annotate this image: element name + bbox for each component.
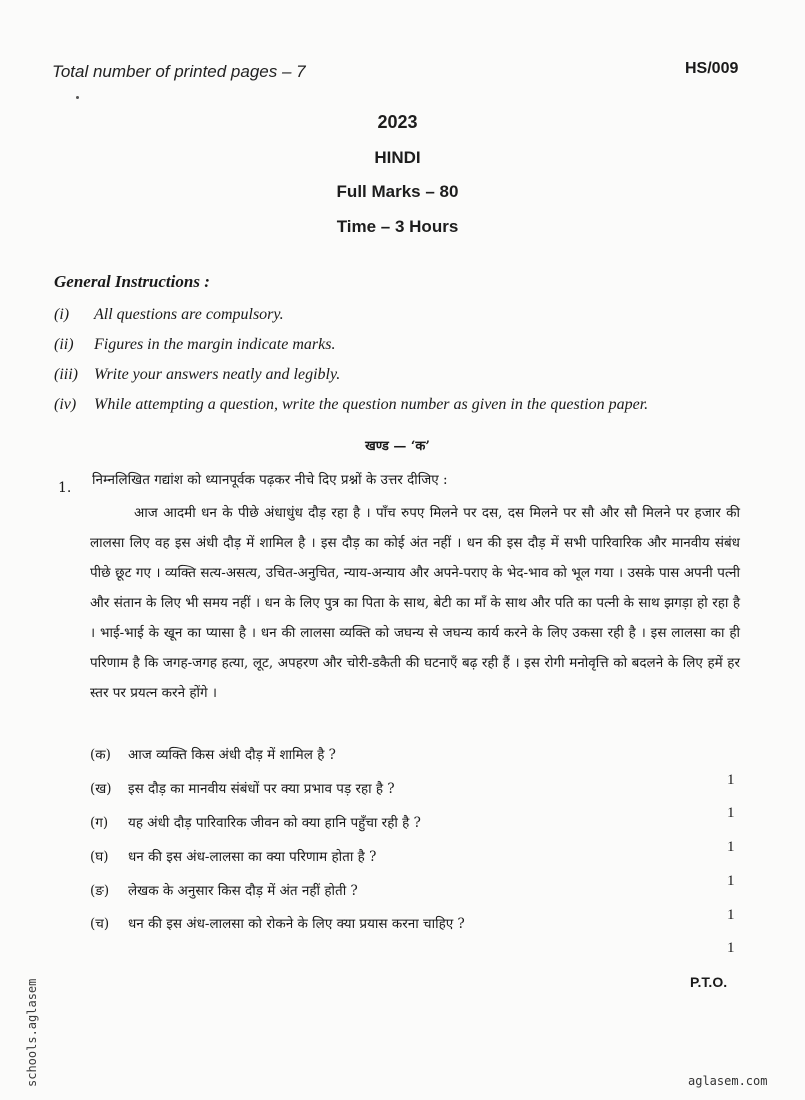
subquestion-label: (ग) bbox=[90, 815, 109, 831]
subquestion-marks: 1 bbox=[727, 805, 735, 821]
passage-text: आज आदमी धन के पीछे अंधाधुंध दौड़ रहा है । पाँच रुपए मिलने पर दस, दस मिलने पर सौ और सौ मिलने पर हजार की लालसा लिए वह इस अंधी दौड़ में शामिल है । इस दौड़ का कोई अंत नहीं । धन की इस दौड़ में सभी पारिवारिक और मानवीय संबंध पीछे छूट गए । व्यक्ति सत्य-असत्य, उचित-अनुचित, न्याय-अन्याय और अपने-पराए के भेद-भाव को भूल गया । उसके पास अपनी पत्नी और संतान के लिए भी समय नहीं । धन के लिए पुत्र का पिता के साथ, बेटी का माँ के साथ और पति का पत्नी के साथ झगड़ा हो रहा है । भाई-भाई के खून का प्यासा है । धन की लालसा व्यक्ति को जघन्य से जघन्य कार्य करने के लिए उकसा रही है । इस लालसा का ही परिणाम है कि जगह-जगह हत्या, लूट, अपहरण और चोरी-डकैती की घटनाएँ बढ़ रही हैं । इस रोगी मनोवृत्ति को बदलने के लिए हमें हर स्तर पर प्रयत्न करने होंगे । bbox=[90, 505, 740, 701]
scan-speck bbox=[76, 96, 79, 99]
subquestion-text: आज व्यक्ति किस अंधी दौड़ में शामिल है ? bbox=[128, 747, 336, 763]
subquestion-marks: 1 bbox=[727, 772, 735, 788]
subquestion-text: धन की इस अंध-लालसा को रोकने के लिए क्या प्रयास करना चाहिए ? bbox=[128, 916, 465, 932]
instruction-number: (iii) bbox=[54, 366, 78, 383]
subquestion-marks: 1 bbox=[727, 873, 735, 889]
full-marks: Full Marks – 80 bbox=[336, 182, 459, 201]
bottom-watermark: aglasem.com bbox=[688, 1074, 768, 1088]
question-prompt: निम्नलिखित गद्यांश को ध्यानपूर्वक पढ़कर नीचे दिए प्रश्नों के उत्तर दीजिए : bbox=[92, 472, 448, 488]
exam-subject: HINDI bbox=[374, 148, 421, 167]
subquestion bbox=[90, 847, 376, 865]
subquestion-label: (घ) bbox=[90, 849, 109, 865]
question-number: 1. bbox=[58, 480, 72, 496]
subquestion bbox=[90, 779, 395, 797]
instruction-text: Figures in the margin indicate marks. bbox=[94, 336, 336, 353]
paper-code: HS/009 bbox=[685, 60, 739, 77]
instruction-number: (iv) bbox=[54, 396, 77, 413]
passage bbox=[90, 498, 740, 708]
exam-year: 2023 bbox=[377, 112, 418, 132]
instruction-number: (ii) bbox=[54, 336, 74, 353]
subquestion bbox=[90, 914, 465, 932]
instruction-text: While attempting a question, write the question number as given in the question paper. bbox=[94, 396, 649, 413]
exam-time: Time – 3 Hours bbox=[336, 217, 459, 236]
instruction-text: Write your answers neatly and legibly. bbox=[94, 366, 341, 383]
side-watermark: schools.aglasem bbox=[25, 978, 39, 1087]
subquestion bbox=[90, 813, 421, 831]
instructions-heading: General Instructions : bbox=[54, 272, 210, 291]
subquestion-label: (च) bbox=[90, 916, 110, 932]
subquestion-text: इस दौड़ का मानवीय संबंधों पर क्या प्रभाव पड़ रहा है ? bbox=[128, 781, 395, 797]
subquestion-text: धन की इस अंध-लालसा का क्या परिणाम होता है ? bbox=[128, 849, 377, 865]
instruction-item bbox=[54, 366, 340, 384]
printed-pages-note: Total number of printed pages – 7 bbox=[52, 62, 306, 81]
subquestion bbox=[90, 745, 336, 763]
subquestion bbox=[90, 881, 358, 899]
subquestion-text: लेखक के अनुसार किस दौड़ में अंत नहीं होती ? bbox=[128, 883, 358, 899]
section-title: खण्ड — ‘क’ bbox=[365, 439, 430, 454]
instruction-number: (i) bbox=[54, 306, 70, 323]
instruction-item bbox=[54, 396, 648, 414]
instruction-item bbox=[54, 306, 284, 324]
subquestion-text: यह अंधी दौड़ पारिवारिक जीवन को क्या हानि पहुँचा रही है ? bbox=[128, 815, 421, 831]
instruction-text: All questions are compulsory. bbox=[94, 306, 284, 323]
subquestion-label: (ङ) bbox=[90, 883, 110, 899]
instruction-item bbox=[54, 336, 335, 354]
subquestion-label: (ख) bbox=[90, 781, 112, 797]
subquestion-marks: 1 bbox=[727, 907, 735, 923]
subquestion-label: (क) bbox=[90, 747, 111, 763]
pto-label: P.T.O. bbox=[690, 974, 728, 990]
subquestion-marks: 1 bbox=[727, 839, 735, 855]
subquestion-marks: 1 bbox=[727, 940, 735, 956]
